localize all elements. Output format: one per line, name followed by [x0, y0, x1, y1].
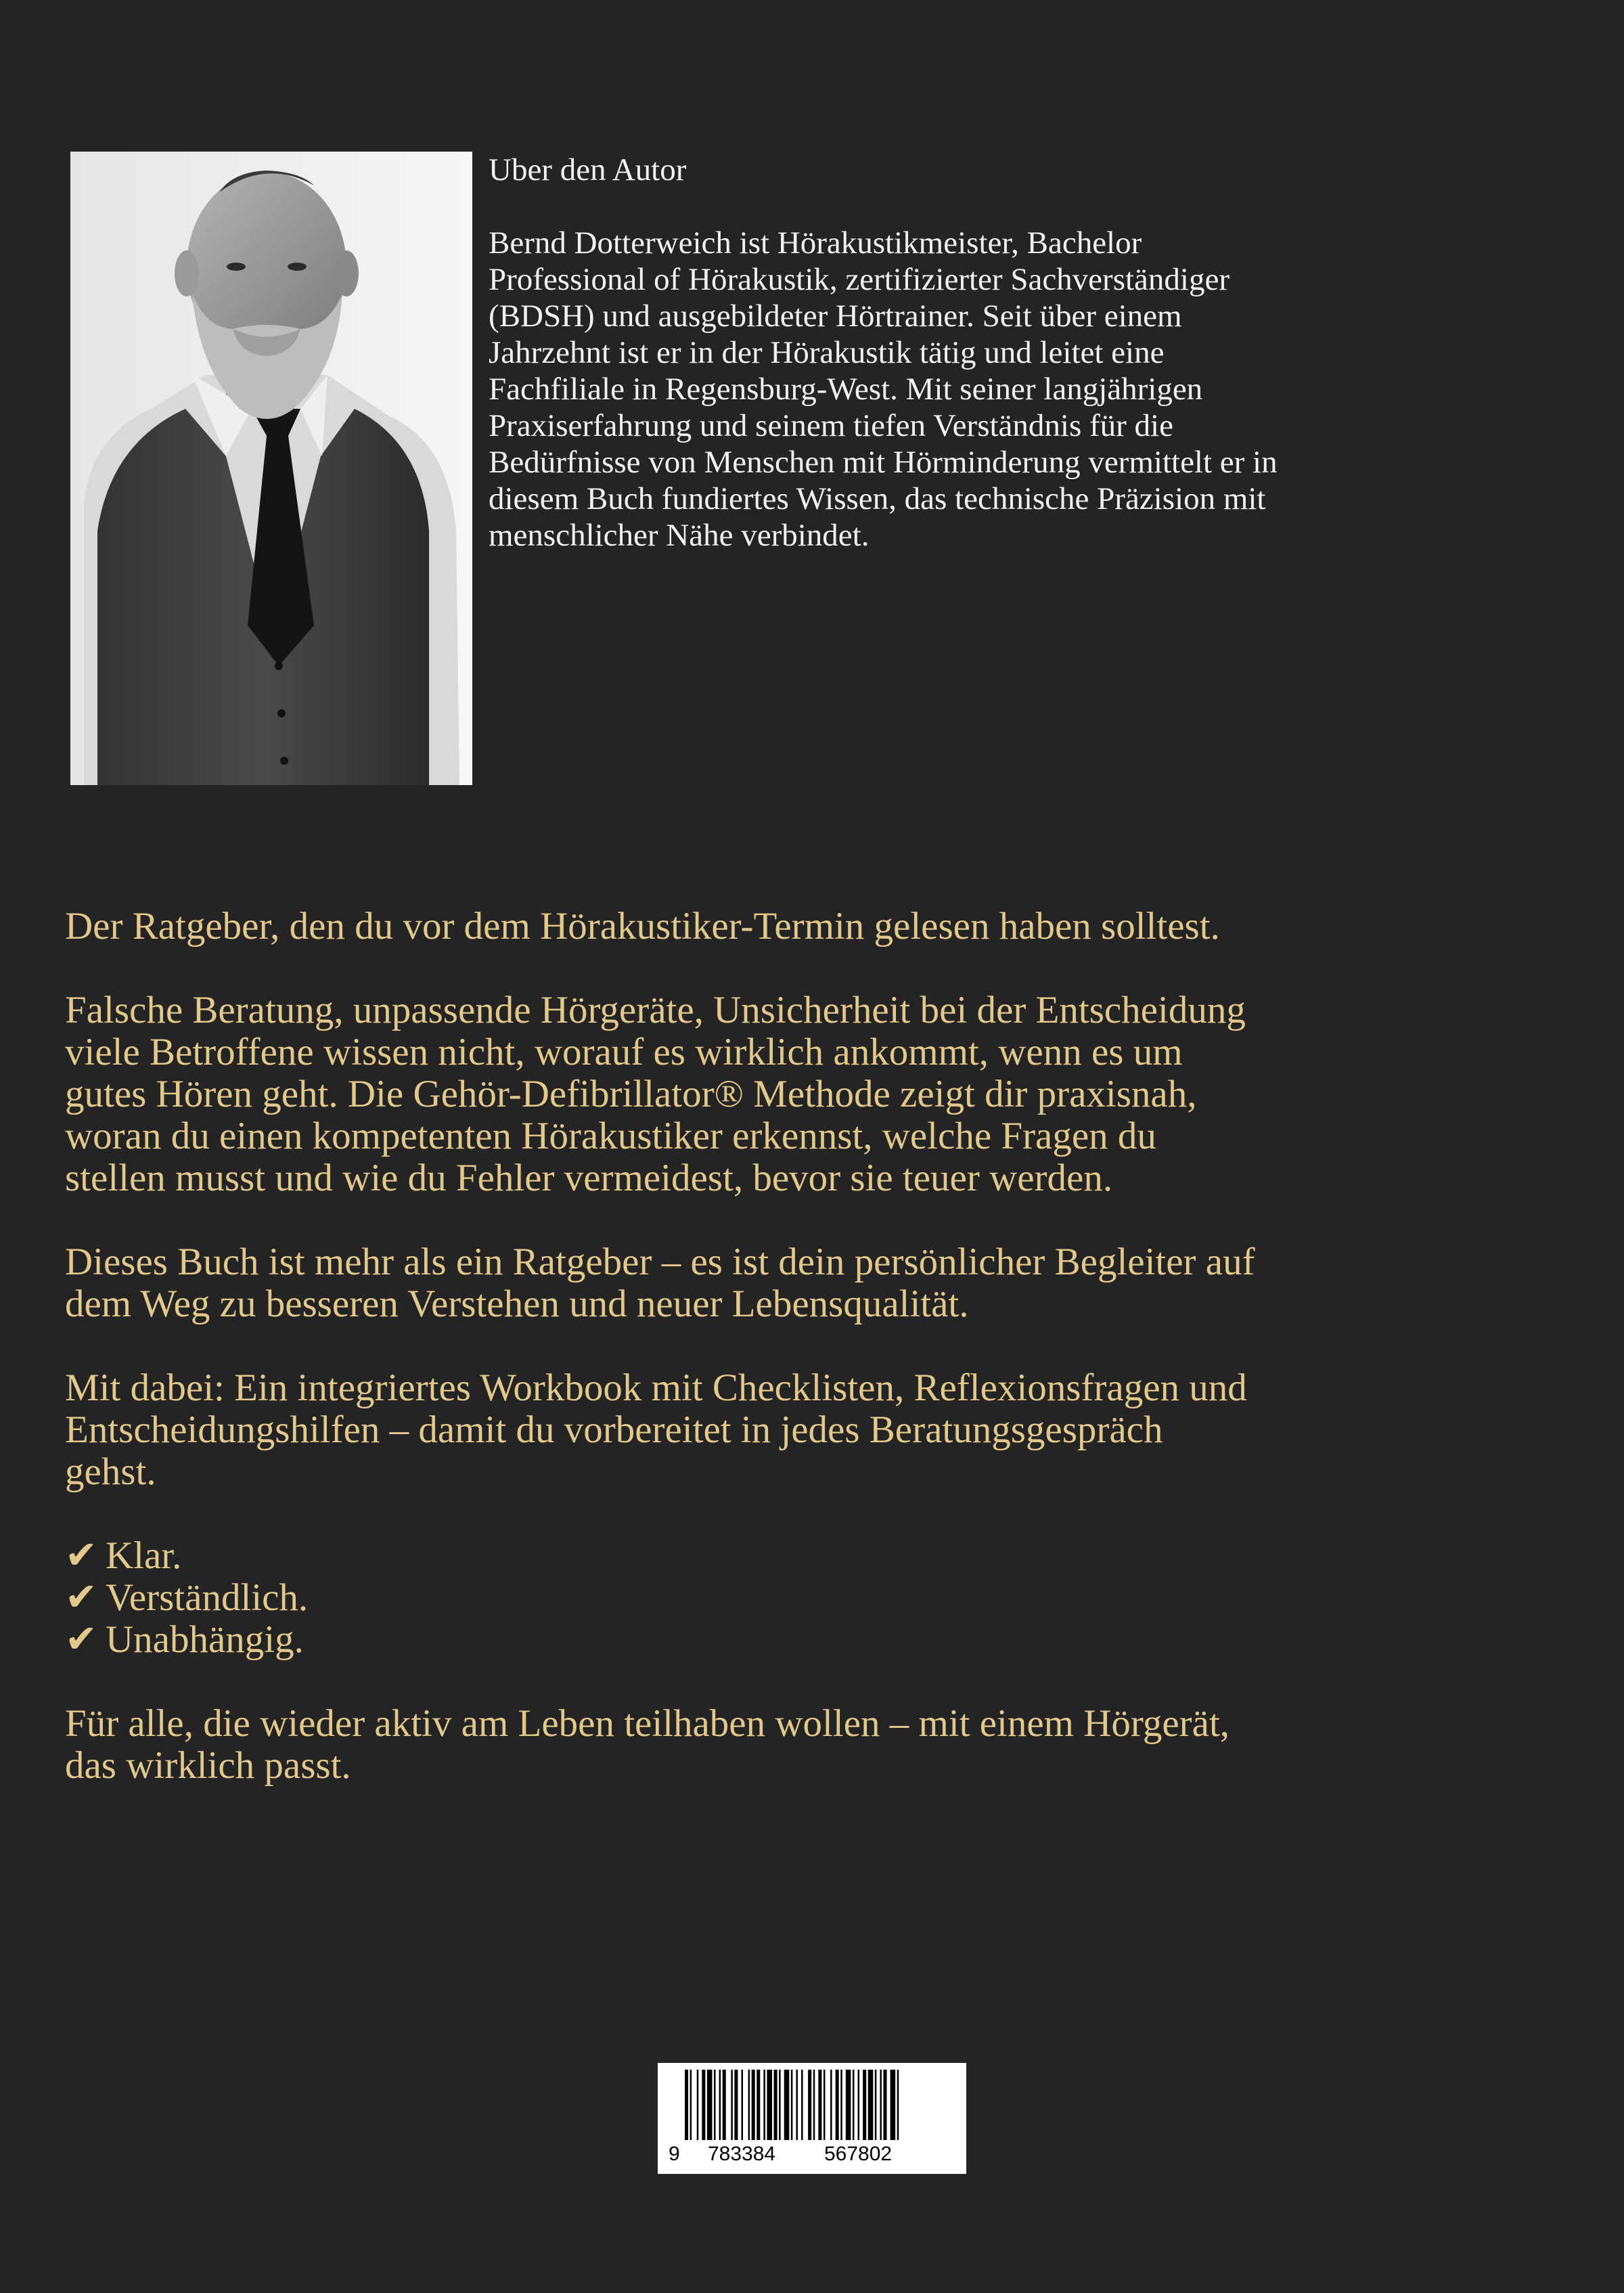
blurb-tagline-line: Der Ratgeber, den du vor dem Hörakustiker-Termin gelesen haben solltest. [65, 905, 1220, 948]
blurb-paragraph-1 [65, 989, 1567, 1199]
blurb-tagline [65, 906, 1567, 948]
isbn-barcode [658, 2063, 966, 2174]
blurb-line: gutes Hören geht. Die Gehör-Defibrillator® Methode zeigt dir praxisnah, [65, 1073, 1197, 1115]
barcode-bar [784, 2070, 790, 2140]
blurb-closing [65, 1703, 1567, 1787]
author-bio-line: diesem Buch fundiertes Wissen, das technische Präzision mit [489, 481, 1266, 516]
author-bio-line: (BDSH) und ausgebildeter Hörtrainer. Seit über einem [489, 298, 1182, 334]
check-icon: ✔ [65, 1576, 97, 1619]
barcode-bar [741, 2070, 743, 2140]
barcode-bar [875, 2070, 877, 2140]
barcode-bar [767, 2070, 772, 2140]
author-heading: Uber den Autor [489, 152, 687, 187]
barcode-bar [897, 2070, 899, 2140]
author-bio-line: Professional of Hörakustik, zertifizierter Sachverständiger [489, 262, 1230, 297]
blurb-line: woran du einen kompetenten Hörakustiker erkennst, welche Fragen du [65, 1115, 1156, 1157]
blurb-line: dem Weg zu besseren Verstehen und neuer Lebensqualität. [65, 1283, 969, 1325]
check-icon: ✔ [65, 1618, 97, 1661]
blurb-line: das wirklich passt. [65, 1744, 351, 1787]
barcode-bar [801, 2070, 803, 2140]
barcode-bar [719, 2070, 721, 2140]
barcode-bar [685, 2070, 688, 2140]
blurb-line: stellen musst und wie du Fehler vermeidest, bevor sie teuer werden. [65, 1157, 1113, 1199]
barcode-bar [690, 2070, 692, 2140]
author-bio-line: Praxiserfahrung und seinem tiefen Verständnis für die [489, 408, 1173, 443]
barcode-bar [868, 2070, 874, 2140]
blurb-line: Für alle, die wieder aktiv am Leben teilhaben wollen – mit einem Hörgerät, [65, 1702, 1230, 1745]
barcode-bar [836, 2070, 839, 2140]
blurb-line: Entscheidungshilfen – damit du vorbereitet in jedes Beratungsgespräch [65, 1408, 1163, 1451]
barcode-bar [702, 2070, 705, 2140]
barcode-bar [748, 2070, 750, 2140]
barcode-bar [863, 2070, 866, 2140]
barcode-bar [731, 2070, 733, 2140]
blurb-line: Mit dabei: Ein integriertes Workbook mit Checklisten, Reflexionsfragen und [65, 1366, 1247, 1409]
barcode-bar [796, 2070, 798, 2140]
barcode-bar [880, 2070, 882, 2140]
checklist-item-label: Verständlich. [106, 1576, 309, 1619]
blurb-line: Dieses Buch ist mehr als ein Ratgeber – es ist dein persönlicher Begleiter auf [65, 1241, 1255, 1283]
barcode-bar [846, 2070, 851, 2140]
checklist-item-label: Klar. [106, 1534, 182, 1577]
barcode-bar [734, 2070, 738, 2140]
barcode-bar [813, 2070, 815, 2140]
checklist-item [65, 1535, 1567, 1577]
barcode-bar [723, 2070, 726, 2140]
barcode-bar [853, 2070, 855, 2140]
check-icon: ✔ [65, 1534, 97, 1577]
blurb-line: viele Betroffene wissen nicht, worauf es wirklich ankommt, wenn es um [65, 1031, 1183, 1073]
barcode-bar [697, 2070, 699, 2140]
barcode-digit-first: 9 [669, 2143, 680, 2165]
barcode-bar [883, 2070, 886, 2140]
checklist-item-label: Unabhängig. [106, 1618, 304, 1661]
barcode-bar [757, 2070, 760, 2140]
barcode-bar [824, 2070, 826, 2140]
barcode-bar [808, 2070, 811, 2140]
checklist-item [65, 1577, 1567, 1619]
barcode-bar [774, 2070, 777, 2140]
author-section [489, 152, 1531, 554]
barcode-bar [714, 2070, 716, 2140]
checklist-item [65, 1619, 1567, 1661]
author-portrait-image [70, 152, 472, 785]
blurb-line: Falsche Beratung, unpassende Hörgeräte, Unsicherheit bei der Entscheidung [65, 989, 1246, 1031]
barcode-bar [840, 2070, 842, 2140]
barcode-bar [752, 2070, 755, 2140]
author-bio-line: Bernd Dotterweich ist Hörakustikmeister, Bachelor [489, 225, 1142, 261]
barcode-bar [818, 2070, 821, 2140]
barcode-bar [791, 2070, 793, 2140]
barcode-bar [707, 2070, 713, 2140]
blurb-line: gehst. [65, 1450, 156, 1493]
author-bio-line: Bedürfnisse von Menschen mit Hörminderung vermittelt er in [489, 445, 1278, 480]
barcode-bars [685, 2070, 899, 2140]
barcode-bar [763, 2070, 765, 2140]
author-bio-line: menschlicher Nähe verbindet. [489, 518, 870, 553]
author-photo [70, 152, 472, 785]
blurb-paragraph-3 [65, 1367, 1567, 1493]
barcode-bar [890, 2070, 896, 2140]
feature-checklist [65, 1535, 1567, 1661]
barcode-digits-left: 783384 [708, 2143, 776, 2165]
author-bio [489, 225, 1531, 554]
barcode-digits-right: 567802 [824, 2143, 893, 2165]
barcode-bar [858, 2070, 860, 2140]
barcode-graphic [658, 2063, 966, 2174]
author-bio-line: Jahrzehnt ist er in der Hörakustik tätig und leitet eine [489, 335, 1165, 370]
blurb-paragraph-2 [65, 1241, 1567, 1325]
barcode-bar [830, 2070, 832, 2140]
barcode-bar [779, 2070, 781, 2140]
author-bio-line: Fachfiliale in Regensburg-West. Mit seiner langjährigen [489, 372, 1203, 407]
book-blurb [65, 906, 1567, 1829]
